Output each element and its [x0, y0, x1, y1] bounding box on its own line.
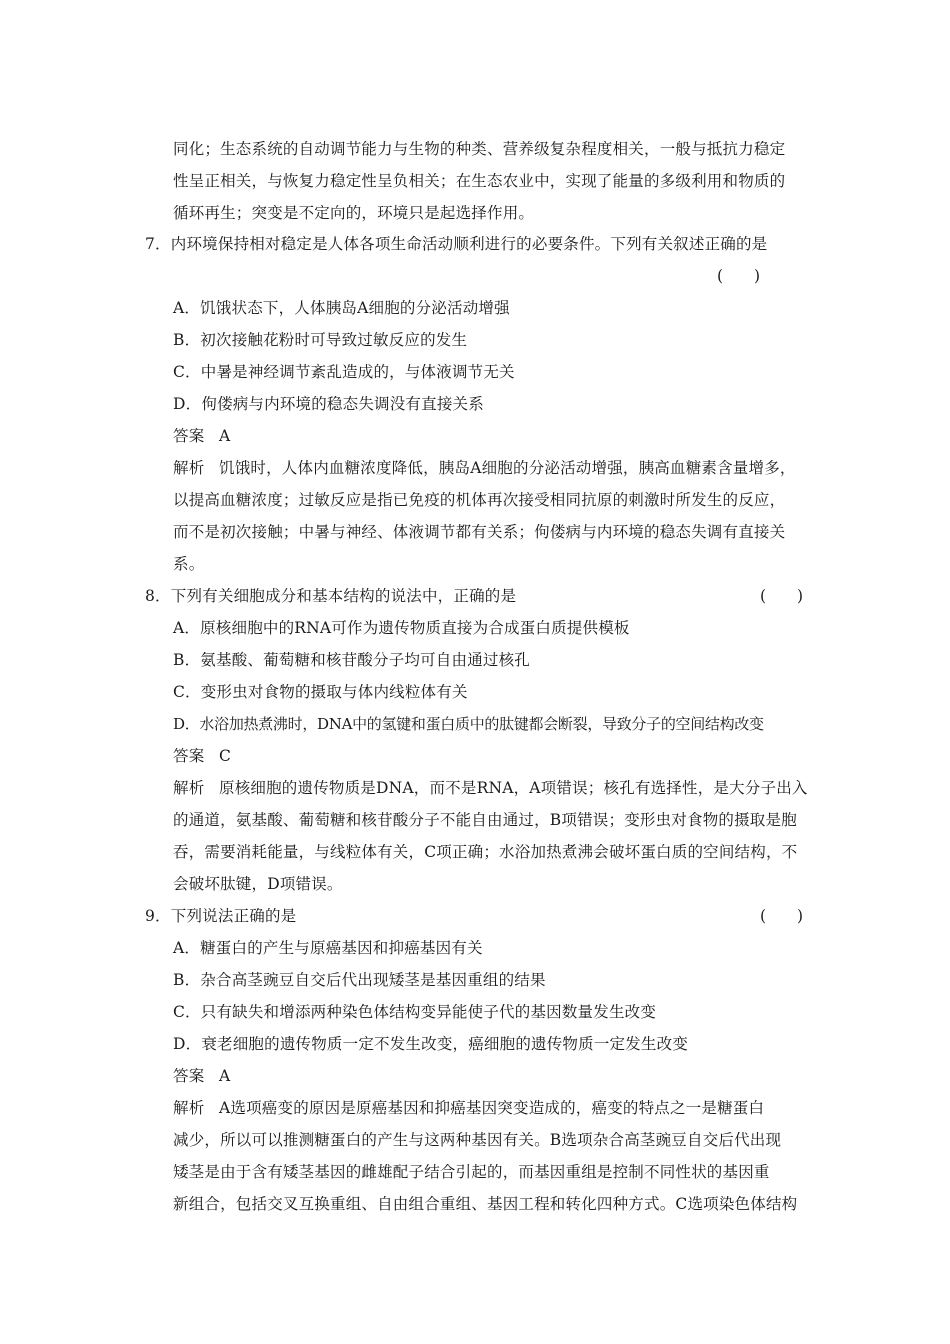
question-8-text: 下列有关细胞成分和基本结构的说法中，正确的是 [170, 587, 517, 605]
question-9-stem [145, 906, 296, 926]
question-8-analysis-line-3: 吞，需要消耗能量，与线粒体有关，C项正确；水浴加热煮沸会破坏蛋白质的空间结构，不 [173, 843, 798, 861]
question-9-analysis-text-1: A选项癌变的原因是原癌基因和抑癌基因突变造成的，癌变的特点之一是糖蛋白 [219, 1099, 765, 1117]
question-8-answer [173, 746, 231, 766]
question-7-answer [173, 426, 230, 446]
question-9-option-a: A．糖蛋白的产生与原癌基因和抑癌基因有关 [173, 939, 483, 957]
question-9-analysis-label: 解析 [173, 1099, 205, 1117]
question-7-stem [145, 234, 767, 254]
question-7-analysis-line-4: 系。 [173, 555, 205, 573]
question-8-analysis-text-1: 原核细胞的遗传物质是DNA，而不是RNA，A项错误；核孔有选择性，是大分子出入 [219, 779, 808, 797]
question-7-option-b: B．初次接触花粉时可导致过敏反应的发生 [173, 331, 468, 349]
question-9-answer [173, 1066, 230, 1086]
question-7-answer-label: 答案 [173, 427, 205, 445]
intro-line-3: 循环再生；突变是不定向的，环境只是起选择作用。 [173, 204, 535, 222]
question-7-answer-bracket: ( ) [717, 267, 761, 285]
question-8-option-a: A．原核细胞中的RNA可作为遗传物质直接为合成蛋白质提供模板 [173, 619, 630, 637]
question-8-answer-label: 答案 [173, 747, 205, 765]
question-9-option-c: C．只有缺失和增添两种染色体结构变异能使子代的基因数量发生改变 [173, 1003, 657, 1021]
question-7-text: 内环境保持相对稳定是人体各项生命活动顺利进行的必要条件。下列有关叙述正确的是 [170, 235, 768, 253]
question-8-option-d: D．水浴加热煮沸时，DNA中的氢键和蛋白质中的肽键都会断裂，导致分子的空间结构改变 [173, 715, 764, 733]
question-9-answer-bracket: ( ) [760, 907, 804, 925]
question-7-analysis-label: 解析 [173, 459, 205, 477]
question-7-option-c: C．中暑是神经调节紊乱造成的，与体液调节无关 [173, 363, 515, 381]
question-7-answer-value: A [219, 427, 231, 445]
intro-line-2: 性呈正相关，与恢复力稳定性呈负相关；在生态农业中，实现了能量的多级利用和物质的 [173, 172, 786, 190]
question-9-analysis-line-4: 新组合，包括交叉互换重组、自由组合重组、基因工程和转化四种方式。C选项染色体结构 [173, 1195, 798, 1213]
question-9-analysis-line-1 [173, 1098, 764, 1118]
question-7-number: 7． [145, 235, 171, 253]
question-8-number: 8． [145, 587, 171, 605]
question-7-analysis-line-2: 以提高血糖浓度；过敏反应是指已免疫的机体再次接受相同抗原的刺激时所发生的反应， [173, 491, 786, 509]
question-9-answer-label: 答案 [173, 1067, 205, 1085]
question-7-analysis-line-3: 而不是初次接触；中暑与神经、体液调节都有关系；佝偻病与内环境的稳态失调有直接关 [173, 523, 786, 541]
question-8-analysis-line-1 [173, 778, 808, 798]
question-9-option-b: B．杂合高茎豌豆自交后代出现矮茎是基因重组的结果 [173, 971, 546, 989]
question-7-option-a: A．饥饿状态下，人体胰岛A细胞的分泌活动增强 [173, 299, 510, 317]
question-7-analysis-line-1 [173, 458, 796, 478]
question-9-analysis-line-2: 减少，所以可以推测糖蛋白的产生与这两种基因有关。B选项杂合高茎豌豆自交后代出现 [173, 1131, 782, 1149]
question-8-option-b: B．氨基酸、葡萄糖和核苷酸分子均可自由通过核孔 [173, 651, 530, 669]
question-7-analysis-text-1: 饥饿时，人体内血糖浓度降低，胰岛A细胞的分泌活动增强，胰高血糖素含量增多， [219, 459, 796, 477]
question-8-answer-value: C [219, 747, 232, 765]
question-9-option-d: D．衰老细胞的遗传物质一定不发生改变，癌细胞的遗传物质一定发生改变 [173, 1035, 689, 1053]
question-9-answer-value: A [219, 1067, 231, 1085]
question-9-number: 9． [145, 907, 171, 925]
question-9-analysis-line-3: 矮茎是由于含有矮茎基因的雌雄配子结合引起的，而基因重组是控制不同性状的基因重 [173, 1163, 770, 1181]
question-8-analysis-label: 解析 [173, 779, 205, 797]
question-9-text: 下列说法正确的是 [170, 907, 297, 925]
question-8-analysis-line-4: 会破坏肽键，D项错误。 [173, 875, 343, 893]
intro-line-1: 同化；生态系统的自动调节能力与生物的种类、营养级复杂程度相关，一般与抵抗力稳定 [173, 140, 786, 158]
question-7-option-d: D．佝偻病与内环境的稳态失调没有直接关系 [173, 395, 484, 413]
question-8-analysis-line-2: 的通道，氨基酸、葡萄糖和核苷酸分子不能自由通过，B项错误；变形虫对食物的摄取是胞 [173, 811, 797, 829]
question-8-stem [145, 586, 516, 606]
question-8-option-c: C．变形虫对食物的摄取与体内线粒体有关 [173, 683, 468, 701]
question-8-answer-bracket: ( ) [760, 587, 804, 605]
